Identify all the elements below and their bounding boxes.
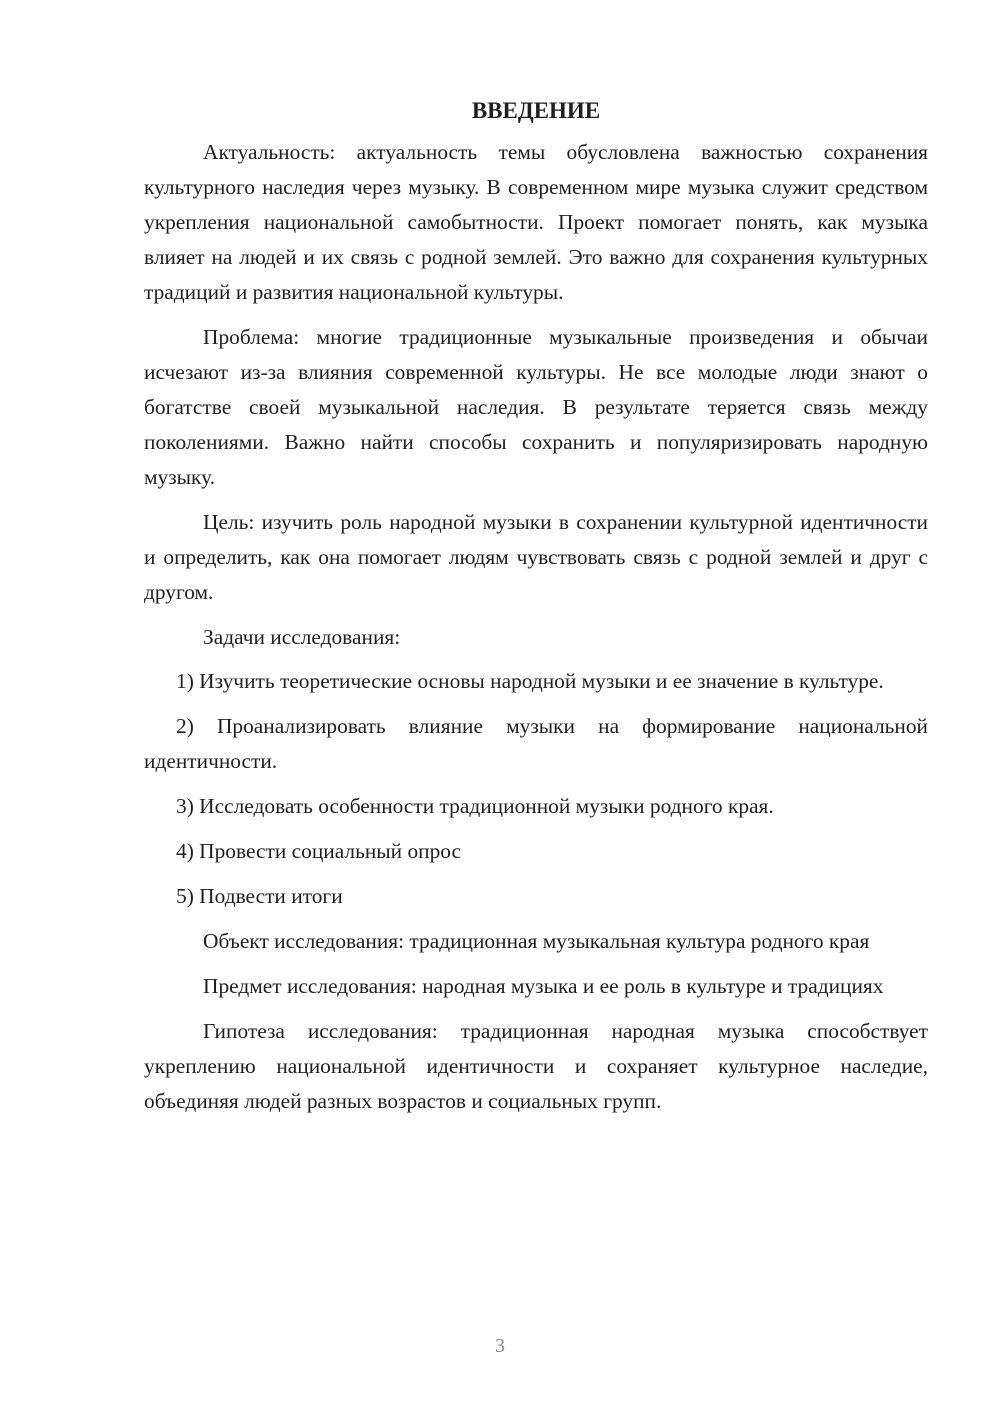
problem-paragraph: Проблема: многие традиционные музыкальные произведения и обычаи исчезают из-за влияния современной культуры. Не все молодые люди знают о богатстве своей музыкальной наследия. В результате теряется связь между поколениями. Важно найти способы сохранить и популяризировать народную музыку. xyxy=(144,325,928,489)
document-page xyxy=(144,93,928,1129)
section-heading: ВВЕДЕНИЕ xyxy=(471,98,601,123)
task-item: 5) Подвести итоги xyxy=(176,884,343,908)
relevance-paragraph: Актуальность: актуальность темы обусловлена важностью сохранения культурного наследия через музыку. В современном мире музыка служит средством укрепления национальной самобытности. Проект помогает понять, как музыка влияет на людей и их связь с родной землей. Это важно для сохранения культурных традиций и развития национальной культуры. xyxy=(144,140,928,304)
subject-paragraph: Предмет исследования: народная музыка и ее роль в культуре и традициях xyxy=(203,974,884,998)
object-paragraph: Объект исследования: традиционная музыкальная культура родного края xyxy=(203,929,870,953)
hypothesis-paragraph: Гипотеза исследования: традиционная народная музыка способствует укреплению национальной идентичности и сохраняет культурное наследие, объединяя людей разных возрастов и социальных групп. xyxy=(144,1019,928,1113)
goal-paragraph: Цель: изучить роль народной музыки в сохранении культурной идентичности и определить, как она помогает людям чувствовать связь с родной землей и друг с другом. xyxy=(144,510,928,604)
tasks-title: Задачи исследования: xyxy=(203,625,401,649)
task-item: 1) Изучить теоретические основы народной музыки и ее значение в культуре. xyxy=(176,669,884,693)
task-item: 4) Провести социальный опрос xyxy=(176,839,462,863)
task-item: 3) Исследовать особенности традиционной музыки родного края. xyxy=(176,794,774,818)
page-number: 3 xyxy=(495,1335,505,1357)
task-item: 2) Проанализировать влияние музыки на формирование национальной идентичности. xyxy=(144,714,928,773)
